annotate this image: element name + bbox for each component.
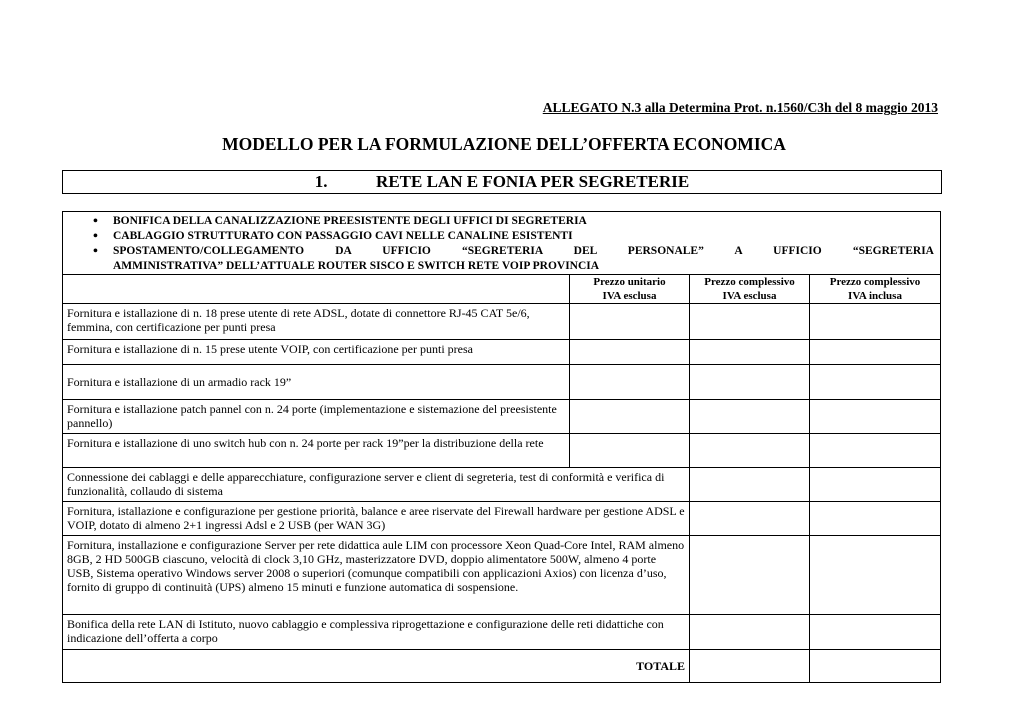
- total-excl-cell[interactable]: [690, 340, 810, 365]
- scope-bullet: • SPOSTAMENTO/COLLEGAMENTO DA UFFICIO “SEGRETERIA DEL PERSONALE” A UFFICIO “SEGRETERIA AMMINISTRATIVA” DELL’ATTUALE ROUTER SISCO E SWITCH RETE VOIP PROVINCIA: [113, 244, 934, 274]
- table-row: [63, 536, 941, 615]
- total-incl-cell[interactable]: [810, 400, 941, 434]
- scope-bullet: • CABLAGGIO STRUTTURATO CON PASSAGGIO CAVI NELLE CANALINE ESISTENTI: [113, 229, 934, 244]
- page-title: MODELLO PER LA FORMULAZIONE DELL’OFFERTA ECONOMICA: [222, 134, 786, 154]
- section-title: RETE LAN E FONIA PER SEGRETERIE: [376, 172, 690, 191]
- total-incl-cell[interactable]: [810, 615, 941, 650]
- total-incl-cell[interactable]: [810, 650, 941, 683]
- scope-bullet-continuation: AMMINISTRATIVA” DELL’ATTUALE ROUTER SISCO E SWITCH RETE VOIP PROVINCIA: [113, 260, 600, 272]
- header-description-cell: [63, 275, 570, 304]
- total-incl-cell[interactable]: [810, 536, 941, 615]
- section-number: 1.: [314, 172, 328, 191]
- header-unit-price: Prezzo unitario IVA esclusa: [570, 275, 690, 304]
- table-row: [63, 400, 941, 434]
- total-excl-cell[interactable]: [690, 650, 810, 683]
- total-row: [63, 650, 941, 683]
- row-description: Fornitura, istallazione e configurazione per gestione priorità, balance e aree riservate del Firewall hardware per gestione ADSL e VOIP, dotato di almeno 2+1 ingressi Adsl e 2 USB (per WAN 3G): [63, 502, 690, 536]
- total-excl-cell[interactable]: [690, 434, 810, 468]
- table-row: [63, 365, 941, 400]
- table-row: [63, 340, 941, 365]
- scope-bullet-list: [69, 214, 934, 274]
- total-excl-cell[interactable]: [690, 536, 810, 615]
- total-excl-cell[interactable]: [690, 615, 810, 650]
- table-row: [63, 434, 941, 468]
- total-incl-cell[interactable]: [810, 365, 941, 400]
- table-row: [63, 502, 941, 536]
- offer-table: [62, 211, 941, 683]
- table-row: [63, 304, 941, 340]
- unit-price-cell[interactable]: [570, 434, 690, 468]
- allegato-reference: ALLEGATO N.3 alla Determina Prot. n.1560/C3h del 8 maggio 2013: [542, 100, 938, 115]
- total-excl-cell[interactable]: [690, 304, 810, 340]
- total-label: TOTALE: [63, 650, 690, 683]
- row-description: Connessione dei cablaggi e delle apparecchiature, configurazione server e client di segreteria, test di conformità e verifica di funzionalità, collaudo di sistema: [63, 468, 690, 502]
- row-description: Fornitura e istallazione di un armadio rack 19”: [63, 365, 570, 400]
- row-description: Fornitura e istallazione patch pannel con n. 24 porte (implementazione e sistemazione del preesistente pannello): [63, 400, 570, 434]
- header-total-excl-vat: Prezzo complessivo IVA esclusa: [690, 275, 810, 304]
- total-incl-cell[interactable]: [810, 468, 941, 502]
- row-description: Fornitura, installazione e configurazione Server per rete didattica aule LIM con processore Xeon Quad-Core Intel, RAM almeno 8GB, 2 HD 500GB ciascuno, velocità di clock 3,10 GHz, masterizzatore DVD, doppio alimentatore 500W, almeno 4 porte USB, Sistema operativo Windows server 2008 o superiori (comunque compatibili con applicazioni Axios) con licenza d’uso, fornito di gruppo di continuità (UPS) almeno 15 minuti e funzione automatica di sospensione.: [63, 536, 690, 615]
- total-excl-cell[interactable]: [690, 400, 810, 434]
- unit-price-cell[interactable]: [570, 340, 690, 365]
- unit-price-cell[interactable]: [570, 400, 690, 434]
- total-excl-cell[interactable]: [690, 502, 810, 536]
- unit-price-cell[interactable]: [570, 304, 690, 340]
- section-heading: [62, 170, 942, 194]
- scope-bullets-cell: [63, 212, 941, 275]
- total-incl-cell[interactable]: [810, 434, 941, 468]
- row-description: Fornitura e istallazione di n. 15 prese utente VOIP, con certificazione per punti presa: [63, 340, 570, 365]
- row-description: Fornitura e istallazione di n. 18 prese utente di rete ADSL, dotate di connettore RJ-45 CAT 5e/6, femmina, con certificazione per punti presa: [63, 304, 570, 340]
- header-total-incl-vat: Prezzo complessivo IVA inclusa: [810, 275, 941, 304]
- row-description: Bonifica della rete LAN di Istituto, nuovo cablaggio e complessiva riprogettazione e configurazione delle reti didattiche con indicazione dell’offerta a corpo: [63, 615, 690, 650]
- scope-bullet: • BONIFICA DELLA CANALIZZAZIONE PREESISTENTE DEGLI UFFICI DI SEGRETERIA: [113, 214, 934, 229]
- total-incl-cell[interactable]: [810, 304, 941, 340]
- total-incl-cell[interactable]: [810, 502, 941, 536]
- table-row: [63, 468, 941, 502]
- unit-price-cell[interactable]: [570, 365, 690, 400]
- total-excl-cell[interactable]: [690, 468, 810, 502]
- total-excl-cell[interactable]: [690, 365, 810, 400]
- total-incl-cell[interactable]: [810, 340, 941, 365]
- table-row: [63, 615, 941, 650]
- row-description: Fornitura e istallazione di uno switch hub con n. 24 porte per rack 19”per la distribuzione della rete: [63, 434, 570, 468]
